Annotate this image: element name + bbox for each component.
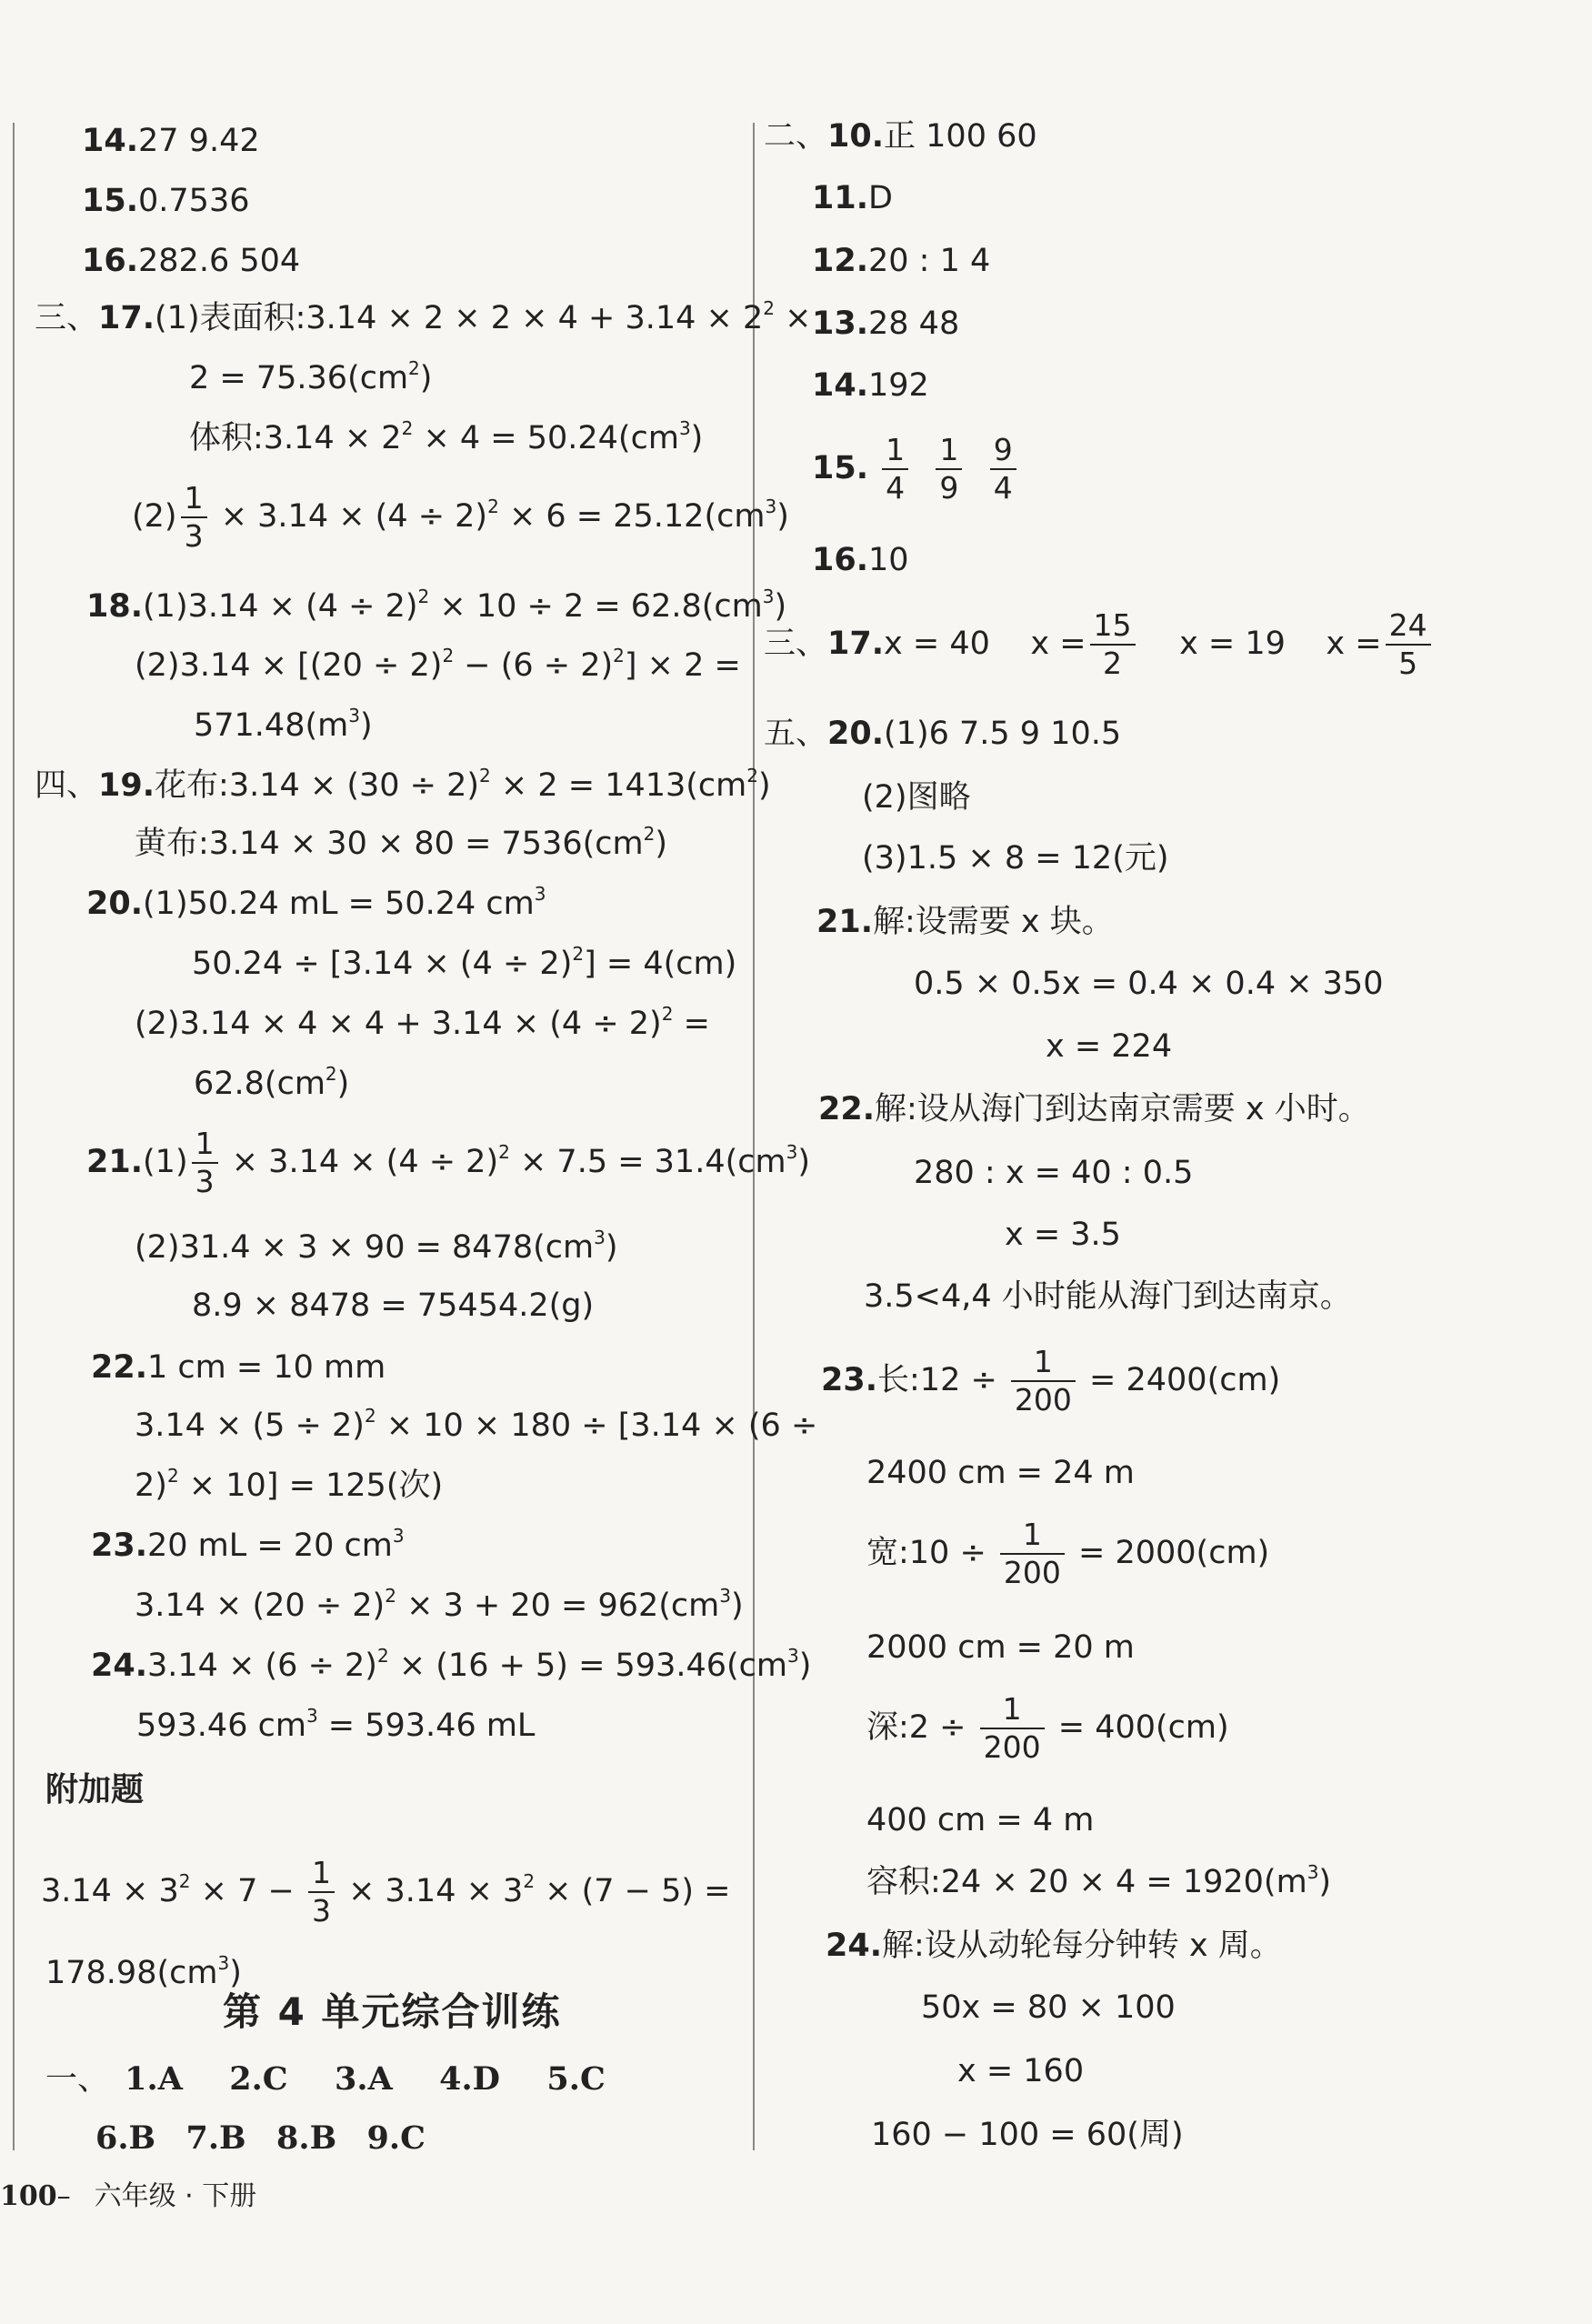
answer-24-line1: $24.3.14 \times (6 \div 2)^2 \times (16 + 5) = 593.46(cm^3)$ [91, 1645, 812, 1684]
answer-24-line2: 593.46 $cm^3 = 593.46$ mL [136, 1705, 536, 1744]
answer-18-line1: $18.(1)3.14 \times (4 \div 2)^2 \times 10 \div 2 = 62.8(cm^3)$ [86, 586, 787, 625]
answer-22-line1: 22.1 cm = 10 mm [91, 1349, 386, 1386]
answer-r22-line2: 280 : x = 40 : 0.5 [914, 1155, 1194, 1191]
answer-r14: 14.192 [812, 367, 929, 404]
answer-23-line1: 23.20 mL = 20 $cm^3$ [91, 1525, 405, 1564]
answer-r22-line4: 3.5<4,4 小时能从海门到达南京。 [864, 1278, 1352, 1315]
answer-16: 16.282.6 504 [82, 243, 301, 279]
grade-label: 六年级 · 下册 [94, 2180, 257, 2212]
answer-r10: 二、10.正 100 60 [764, 118, 1037, 155]
answer-r23-line5: 深:2 ÷ $\frac{1}{200}$ = 400(cm) [866, 1691, 1229, 1765]
answer-19-line2: 黄布:3.14 × $30 \times 80 = 7536(cm^2)$ [135, 823, 667, 862]
answer-17-line2: $2 = 75.36(cm^2)$ [189, 357, 433, 396]
answer-23-line2: $3.14 \times (20 \div 2)^2 \times 3 + 20 = 962(cm^3)$ [135, 1585, 744, 1624]
answer-r24-line2: 50x = 80 × 100 [921, 1989, 1176, 2026]
answer-14: 14.27 9.42 [82, 123, 260, 159]
answer-r21-line3: x = 224 [1046, 1028, 1173, 1065]
answer-r20-line1: 五、20.(1)6 7.5 9 10.5 [764, 716, 1122, 752]
answer-r23-line4: 2000 cm = 20 m [866, 1629, 1135, 1666]
answer-r23-line3: 宽:10 ÷ $\frac{1}{200}$ = 2000(cm) [866, 1517, 1270, 1590]
answer-17-line3: 体积:3.14 × $2^2 \times 4 = 50.24(cm^3)$ [189, 417, 704, 456]
fraction: $\frac{24}{5}$ [1386, 607, 1431, 682]
fraction: $\frac{9}{4}$ [990, 432, 1016, 506]
answer-22-line3: 2)$^2$ × 10] = 125(次) [135, 1465, 444, 1504]
extra-answer-line1: $3.14 \times 3^2 \times 7$ − $\frac{1}{3}$ × $3.14 \times 3^2 \times (7 - 5)$ = [41, 1855, 731, 1928]
fraction: $\frac{15}{2}$ [1090, 607, 1136, 682]
fraction: $\frac{1}{200}$ [1011, 1344, 1076, 1418]
answer-17-line4: (2) $\frac{1}{3}$ × $3.14 \times (4 \div 2)^2 \times 6 = 25.12(cm^3)$ [132, 480, 789, 554]
answer-20-line2: $50.24 \div [3.14 \times (4 \div 2)^2] = 4(cm)$ [192, 943, 737, 982]
answer-r21-line1: 21.解:设需要 x 块。 [816, 904, 1114, 940]
answer-r23-line2: 2400 cm = 24 m [866, 1455, 1135, 1491]
answer-r24-line1: 24.解:设从动轮每分钟转 x 周。 [826, 1928, 1282, 1964]
answer-r11: 11.D [812, 180, 893, 216]
answer-20-line1: 20.(1)50.24 mL = 50.24 $cm^3$ [86, 883, 546, 922]
answer-r17: 三、17.x = 40 x = $\frac{15}{2}$ x = 19 x = $\frac{24}{5}$ [764, 607, 1435, 682]
answer-17-line1: 三、17.(1)表面积:3.14 × $2 \times 2 \times 4 + 3.14 \times 2^2$ × [35, 297, 812, 336]
fraction: $\frac{1}{9}$ [936, 432, 962, 506]
fraction: $\frac{1}{200}$ [1000, 1517, 1065, 1591]
choice-answers-row2: 6.B 7.B 8.B 9.C [95, 2119, 426, 2157]
fraction: $\frac{1}{4}$ [882, 432, 908, 506]
fraction: $\frac{1}{3}$ [192, 1126, 218, 1200]
fraction: $\frac{1}{200}$ [980, 1691, 1045, 1766]
answer-18-line2: $(2)3.14 \times [(20 \div 2)^2 - (6 \div 2)^2] \times 2$ = [135, 645, 741, 684]
answer-r24-line3: x = 160 [957, 2053, 1085, 2089]
answer-21-line2: $(2)31.4 \times 3 \times 90 = 8478(cm^3)$ [135, 1227, 618, 1266]
fraction: $\frac{1}{3}$ [308, 1855, 335, 1929]
answer-22-line2: $3.14 \times (5 \div 2)^2 \times 10 \times 180 \div [3.14 \times (6$ ÷ [135, 1405, 818, 1444]
answer-r23-line6: 400 cm = 4 m [866, 1802, 1095, 1838]
extra-answer-line2: $178.98(cm^3)$ [45, 1952, 242, 1991]
answer-21-line1: 21.(1) $\frac{1}{3}$ × $3.14 \times (4 \div 2)^2 \times 7.5 = 31.4(cm^3)$ [86, 1126, 810, 1199]
answer-r13: 13.28 48 [812, 306, 960, 342]
answer-r20-line3: (3)1.5 × 8 = 12(元) [862, 840, 1169, 877]
answer-r16: 16.10 [812, 542, 909, 578]
answer-20-line3: $(2)3.14 \times 4 \times 4 + 3.14 \times (4 \div 2)^2$ = [135, 1003, 710, 1042]
page-footer [0, 2173, 256, 2213]
choice-answers-row1: 一、 1.A 2.C 3.A 4.D 5.C [45, 2060, 606, 2098]
answer-21-line3: 8.9 × 8478 = 75454.2(g) [192, 1287, 595, 1324]
answer-18-line3: $571.48(m^3)$ [194, 705, 373, 744]
answer-r23-line7: 容积:24 × $20 \times 4 = 1920(m^3)$ [866, 1861, 1332, 1900]
left-margin-rule [13, 123, 15, 2150]
answer-19-line1: 四、19.花布:3.14 × $(30 \div 2)^2 \times 2 = 1413(cm^2)$ [35, 765, 771, 804]
extra-question-title: 附加题 [45, 1771, 145, 1808]
page-number: 100 [0, 2180, 57, 2212]
answer-20-line4: $62.8(cm^2)$ [194, 1063, 350, 1102]
answer-r23-line1: 23.长:12 ÷ $\frac{1}{200}$ = 2400(cm) [821, 1344, 1281, 1417]
answer-r22-line1: 22.解:设从海门到达南京需要 x 小时。 [818, 1091, 1370, 1127]
answer-r12: 12.20 : 1 4 [812, 243, 991, 279]
footer-dash: – [56, 2180, 71, 2212]
answer-r21-line2: 0.5 × 0.5x = 0.4 × 0.4 × 350 [914, 966, 1384, 1002]
fraction: $\frac{1}{3}$ [181, 480, 207, 555]
answer-r22-line3: x = 3.5 [1005, 1217, 1121, 1253]
answer-15: 15.0.7536 [82, 183, 250, 219]
answer-r20-line2: (2)图略 [862, 779, 971, 816]
unit-4-heading: 第 4 单元综合训练 [223, 1989, 562, 2034]
answer-r15: 15. $\frac{1}{4}$ $\frac{1}{9}$ $\frac{9}{4}$ [812, 432, 1020, 506]
answer-r24-line4: 160 − 100 = 60(周) [871, 2117, 1184, 2153]
